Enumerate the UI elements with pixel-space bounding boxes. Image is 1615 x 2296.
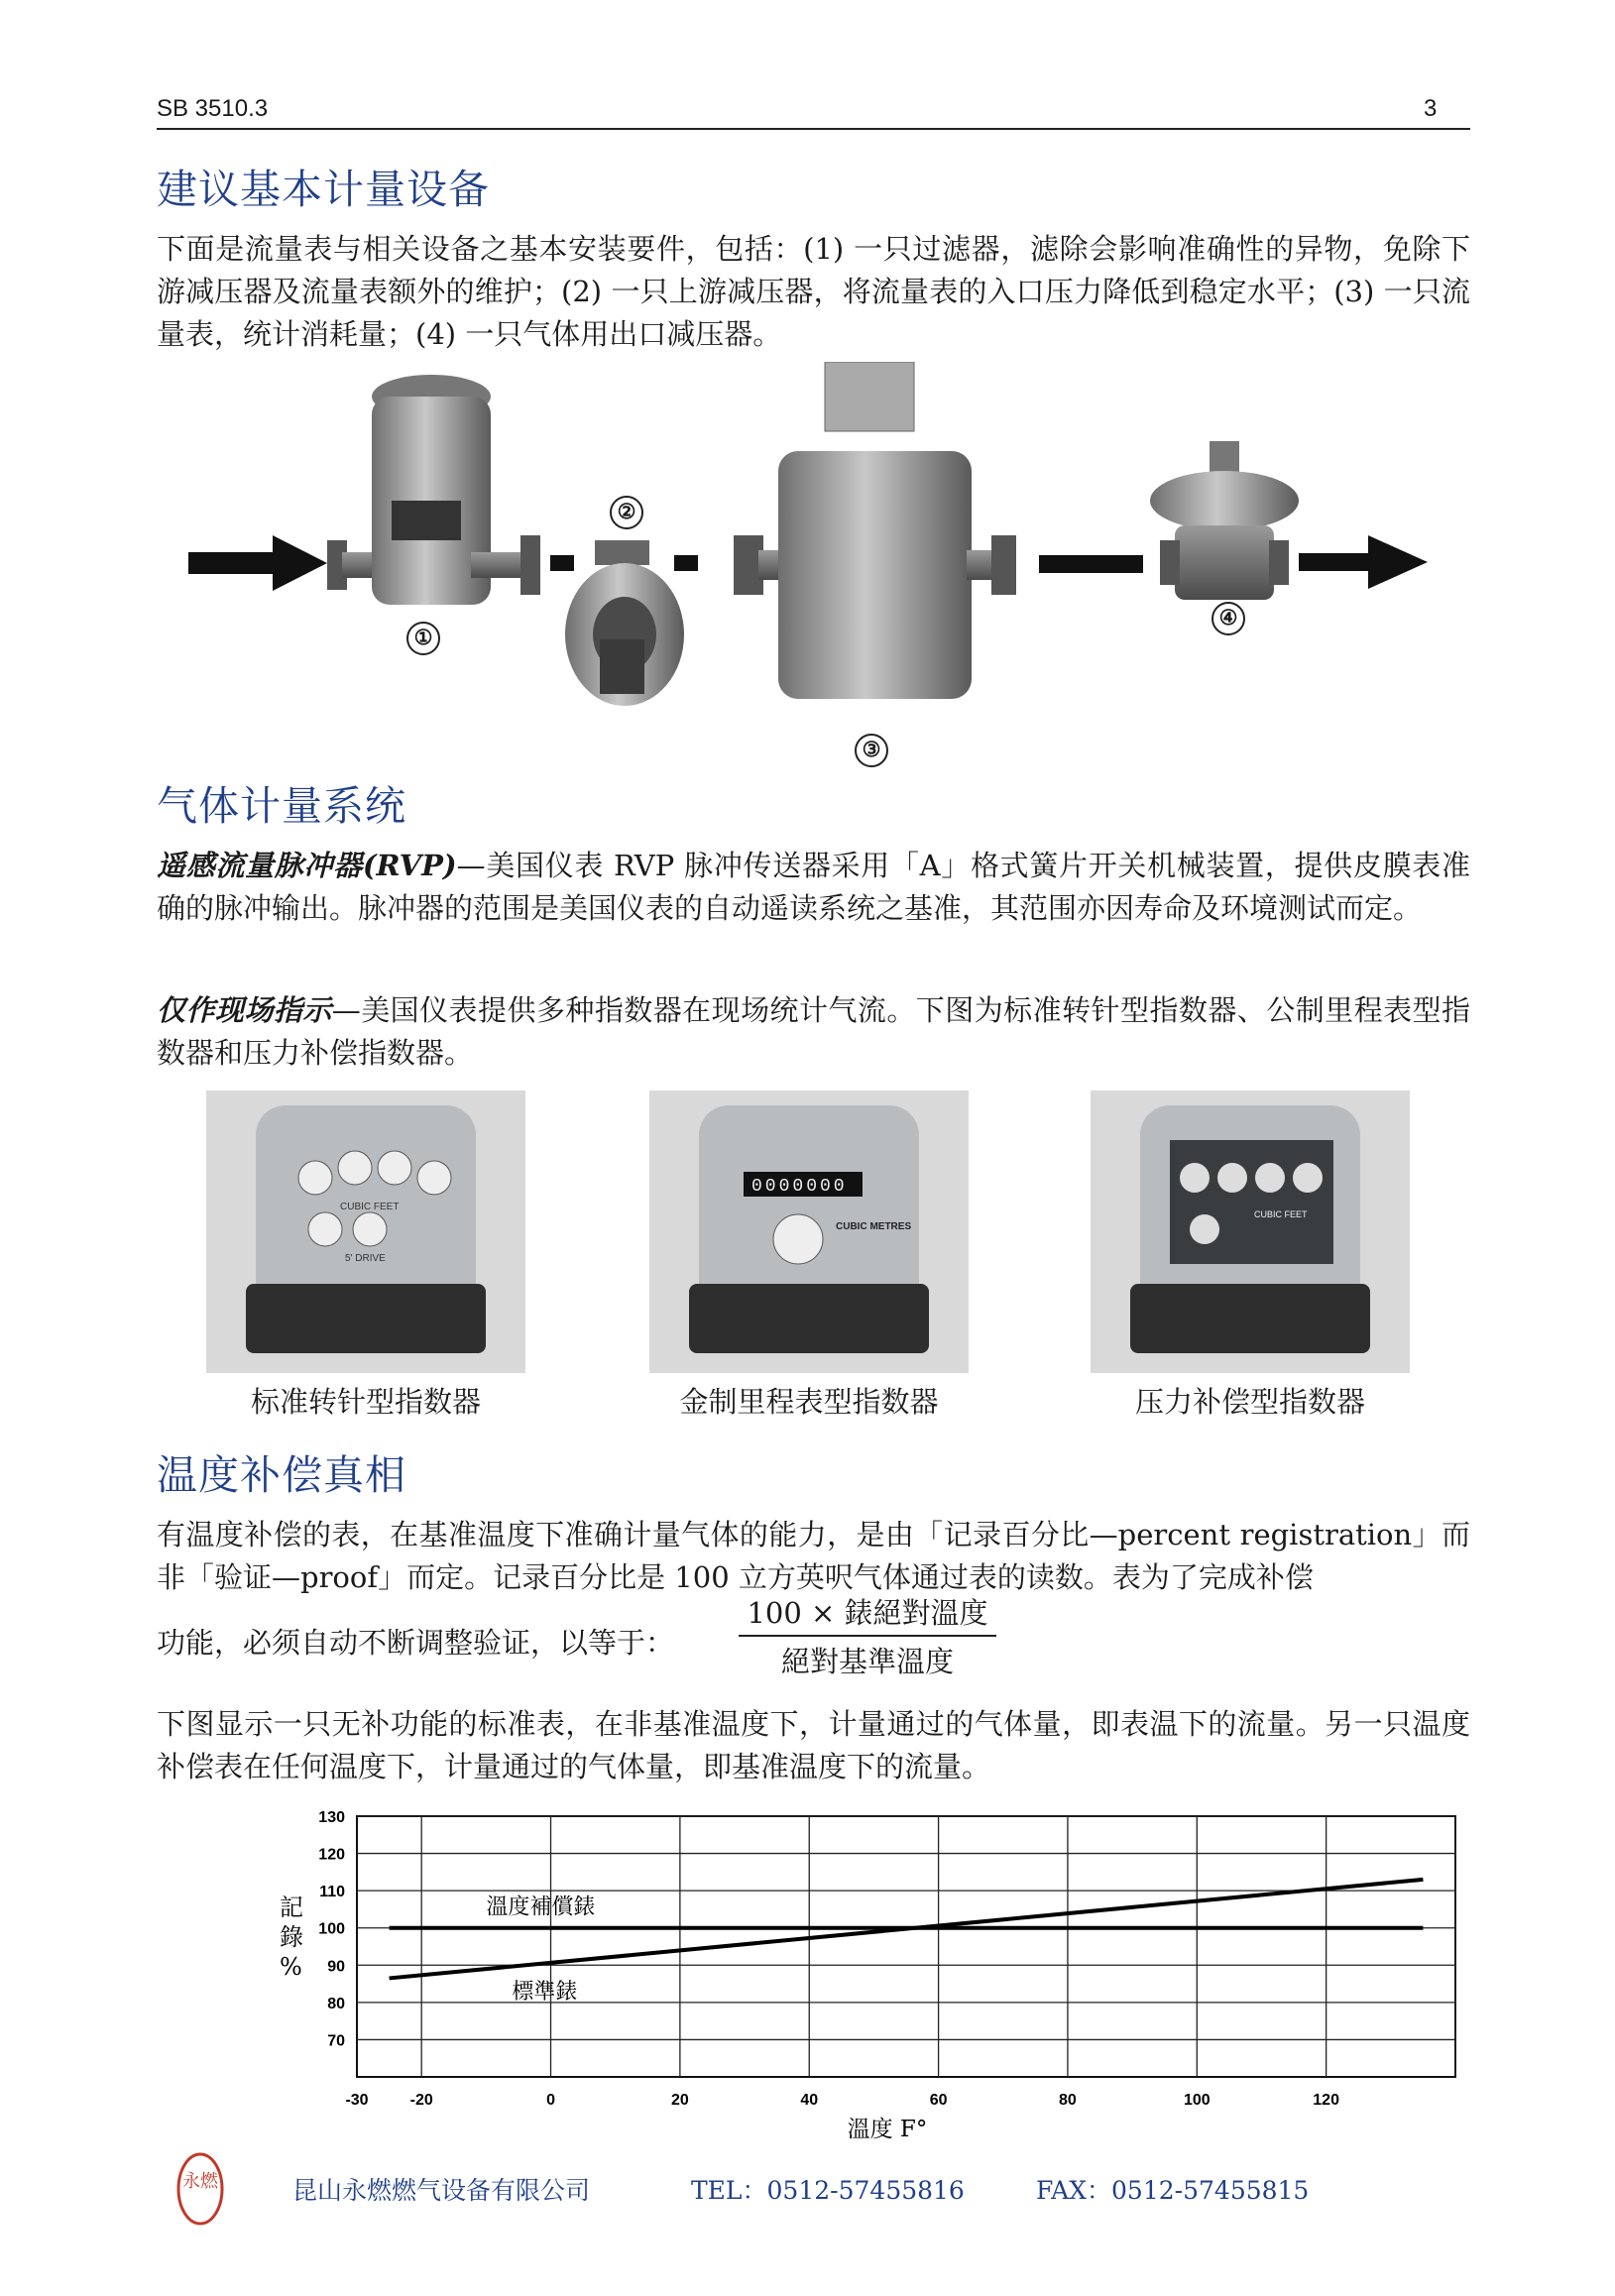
drive-label: 5' DRIVE: [345, 1253, 386, 1264]
footer-tel: TEL：0512-57455816: [691, 2176, 965, 2205]
registration-chart: [268, 1804, 1477, 2141]
y-tick-label: 130: [318, 1809, 345, 1826]
inlet-arrow: [188, 535, 327, 591]
x-tick-label: -30: [345, 2092, 369, 2109]
y-axis-label-char: 記: [280, 1894, 303, 1921]
x-axis-label: 溫度 F°: [847, 2117, 928, 2141]
pressure-compensated-index-photo: [1091, 1091, 1410, 1373]
header-rule: [157, 128, 1470, 130]
x-tick-label: 0: [546, 2092, 555, 2109]
annotation-standard: 標準錶: [512, 1980, 578, 2006]
section1-paragraph: 下面是流量表与相关设备之基本安装要件，包括：(1) 一只过滤器，滤除会影响准确性的异物，免除下游减压器及流量表额外的维护；(2) 一只上游减压器，将流量表的入口压力降低到稳定水平；(3) 一只流量表，统计消耗量；(4) 一只气体用出口减压器。: [157, 232, 1470, 351]
y-tick-label: 80: [327, 1995, 345, 2012]
y-axis-label-char: 錄: [280, 1923, 303, 1951]
outlet-arrow: [1299, 535, 1428, 589]
equipment-diagram: [178, 362, 1457, 778]
x-tick-label: 120: [1313, 2092, 1339, 2109]
y-axis-label-char: %: [280, 1953, 302, 1981]
odometer-index-photo: [649, 1091, 969, 1373]
site-indicator-paragraph: [157, 989, 1470, 1075]
pipe-segment: [1039, 555, 1143, 573]
section2-title: 气体计量系统: [157, 782, 406, 830]
odometer-digits: 0000000: [751, 1177, 848, 1197]
y-tick-label: 70: [327, 2032, 345, 2050]
plot-frame: [357, 1816, 1455, 2077]
label-2: ②: [610, 496, 643, 529]
caption-pressure: 压力补偿型指数器: [1134, 1385, 1365, 1419]
outlet-regulator-image: [1150, 441, 1299, 600]
formula-fraction: [739, 1591, 996, 1680]
x-tick-label: -20: [409, 2092, 433, 2109]
site-term: 仅作现场指示: [157, 993, 332, 1027]
x-tick-label: 40: [800, 2092, 819, 2109]
section3-paragraph-1: 有温度补偿的表，在基准温度下准确计量气体的能力，是由「记录百分比—percent registration」而非「验证—proof」而定。记录百分比是 100 立方英呎气体通过表的读数。表为了完成补偿: [157, 1518, 1470, 1594]
flow-meter-image: [734, 362, 1016, 699]
section1-title: 建议基本计量设备: [157, 166, 490, 213]
rvp-term: 遥感流量脉冲器(RVP): [157, 849, 457, 882]
x-tick-label: 100: [1183, 2092, 1211, 2109]
annotation-compensated: 溫度補償錶: [486, 1894, 596, 1920]
footer-fax: FAX：0512-57455815: [1036, 2176, 1310, 2205]
doc-id: SB 3510.3: [157, 95, 269, 122]
section3-paragraph-2: 下图显示一只无补功能的标准表，在非基准温度下，计量通过的气体量，即表温下的流量。另一只温度补偿表在任何温度下，计量通过的气体量，即基准温度下的流量。: [157, 1707, 1470, 1783]
y-tick-label: 110: [319, 1884, 345, 1901]
section3-title: 温度补偿真相: [157, 1451, 406, 1499]
seal-text: 永燃: [182, 2171, 218, 2192]
standard-index-photo: [206, 1091, 525, 1373]
label-3: ③: [855, 734, 888, 767]
x-tick-label: 20: [670, 2092, 689, 2109]
pipe-segment: [550, 555, 574, 571]
formula-numerator: 100 × 錶絕對溫度: [739, 1591, 996, 1637]
page-number: 3: [1424, 95, 1438, 122]
cubic-feet-label: CUBIC FEET: [340, 1202, 400, 1212]
x-tick-label: 80: [1059, 2092, 1077, 2109]
rvp-text: —美国仪表 RVP 脉冲传送器采用「A」格式簧片开关机械装置，提供皮膜表准确的脉冲输出。脉冲器的范围是美国仪表的自动遥读系统之基准，其范围亦因寿命及环境测试而定。: [157, 849, 1470, 925]
y-tick-label: 120: [318, 1846, 345, 1864]
label-1: ①: [406, 622, 440, 655]
company-seal: [176, 2149, 226, 2229]
y-tick-label: 90: [327, 1958, 345, 1976]
footer-company: 昆山永燃燃气设备有限公司: [292, 2176, 591, 2205]
cubic-metres-label: CUBIC METRES: [836, 1221, 912, 1232]
site-text: —美国仪表提供多种指数器在现场统计气流。下图为标准转针型指数器、公制里程表型指数器和压力补偿指数器。: [157, 993, 1470, 1070]
filter-image: [327, 375, 540, 605]
cubic-feet-label-2: CUBIC FEET: [1254, 1209, 1308, 1219]
formula-denominator: 絕對基準溫度: [780, 1645, 954, 1678]
label-4: ④: [1211, 602, 1245, 635]
caption-standard: 标准转针型指数器: [250, 1385, 481, 1419]
upstream-regulator-image: [565, 540, 684, 706]
pipe-segment: [674, 555, 698, 571]
caption-odometer: 金制里程表型指数器: [679, 1385, 939, 1419]
y-tick-label: 100: [318, 1920, 345, 1938]
rvp-paragraph: [157, 845, 1470, 930]
formula-lead: 功能，必须自动不断调整验证，以等于：: [157, 1626, 675, 1660]
x-tick-label: 60: [929, 2092, 948, 2109]
